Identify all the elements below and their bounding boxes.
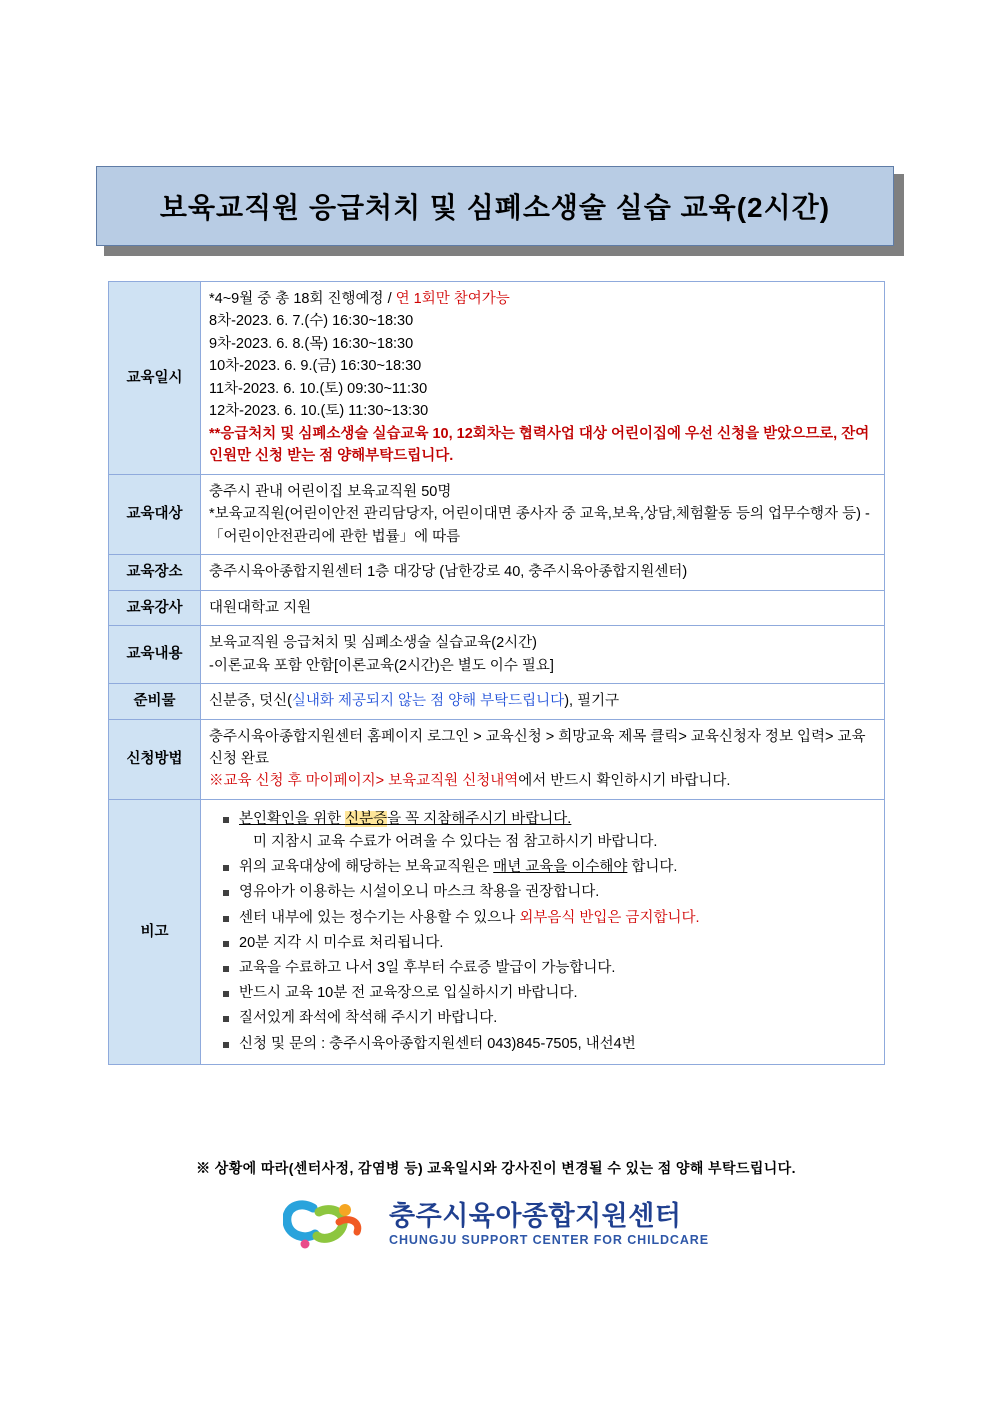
session-item: 8차-2023. 6. 7.(수) 16:30~18:30 bbox=[209, 313, 414, 330]
supplies-part1: 신분증, 덧신( bbox=[209, 693, 292, 710]
logo-english-name: CHUNGJU SUPPORT CENTER FOR CHILDCARE bbox=[389, 1233, 709, 1248]
row-label-instructor: 교육강사 bbox=[109, 590, 201, 625]
apply-line2-red: ※교육 신청 후 마이페이지> 보육교직원 신청내역 bbox=[209, 773, 519, 790]
row-content-supplies bbox=[201, 684, 885, 719]
row-content-contents bbox=[201, 626, 885, 684]
page-title: 보육교직원 응급처치 및 심폐소생술 실습 교육(2시간) bbox=[159, 192, 831, 223]
info-table bbox=[108, 281, 885, 1065]
table-row-target bbox=[109, 474, 885, 554]
remark-2-post: 합니다. bbox=[627, 859, 678, 876]
title-banner bbox=[96, 166, 896, 246]
list-item bbox=[223, 932, 876, 955]
apply-line1: 충주시육아종합지원센터 홈페이지 로그인 > 교육신청 > 희망교육 제목 클릭> 교육신청자 정보 입력> 교육신청 완료 bbox=[209, 728, 866, 767]
session-item: 10차-2023. 6. 9.(금) 16:30~18:30 bbox=[209, 358, 422, 375]
apply-line2 bbox=[209, 770, 876, 792]
row-content-remarks bbox=[201, 799, 885, 1064]
row-content-instructor: 대원대학교 지원 bbox=[201, 590, 885, 625]
row-label-target: 교육대상 bbox=[109, 474, 201, 554]
remark-2-pre: 위의 교육대상에 해당하는 보육교직원은 bbox=[239, 859, 494, 876]
row-content-apply bbox=[201, 719, 885, 799]
remark-1-sub: 미 지참시 교육 수료가 어려울 수 있다는 점 참고하시기 바랍니다. bbox=[253, 834, 658, 851]
contents-line1: 보육교직원 응급처치 및 심폐소생술 실습교육(2시간) bbox=[209, 635, 537, 652]
remark-8-text: 질서있게 좌석에 착석해 주시기 바랍니다. bbox=[239, 1010, 498, 1027]
list-item bbox=[223, 1007, 876, 1030]
table-row-supplies bbox=[109, 684, 885, 719]
remark-1-pre: 본인확인을 위한 bbox=[239, 810, 346, 827]
logo-korean-name: 충주시육아종합지원센터 bbox=[389, 1200, 682, 1231]
row-content-place: 충주시육아종합지원센터 1층 대강당 (남한강로 40, 충주시육아종합지원센터) bbox=[201, 555, 885, 590]
row-label-place: 교육장소 bbox=[109, 555, 201, 590]
remark-7-text: 반드시 교육 10분 전 교육장으로 입실하시기 바랍니다. bbox=[239, 985, 578, 1002]
contents-line2: -이론교육 포함 안함[이론교육(2시간)은 별도 이수 필요] bbox=[209, 657, 554, 674]
list-item bbox=[223, 808, 876, 854]
supplies-note-blue: 실내화 제공되지 않는 점 양해 부탁드립니다 bbox=[291, 693, 565, 710]
title-box bbox=[96, 166, 894, 246]
schedule-line1-red: 연 1회만 참여가능 bbox=[395, 291, 510, 307]
remark-4-pre: 센터 내부에 있는 정수기는 사용할 수 있으나 bbox=[239, 909, 520, 926]
remark-2-underline: 매년 교육을 이수해야 bbox=[493, 859, 628, 876]
table-row-remarks bbox=[109, 799, 885, 1064]
table-row-instructor bbox=[109, 590, 885, 625]
row-label-remarks: 비고 bbox=[109, 799, 201, 1064]
list-item bbox=[223, 856, 876, 879]
footnote: ※ 상황에 따라(센터사정, 감염병 등) 교육일시와 강사진이 변경될 수 있는 점 양해 부탁드립니다. bbox=[196, 1160, 796, 1176]
row-label-schedule: 교육일시 bbox=[109, 282, 201, 475]
remark-9-text: 신청 및 문의 : 충주시육아종합지원센터 043)845-7505, 내선4번 bbox=[239, 1035, 636, 1052]
row-label-apply: 신청방법 bbox=[109, 719, 201, 799]
organization-logo bbox=[0, 1196, 992, 1254]
list-item bbox=[223, 881, 876, 904]
list-item bbox=[223, 907, 876, 930]
list-item bbox=[223, 957, 876, 980]
remark-4-red: 외부음식 반입은 금지합니다. bbox=[519, 909, 700, 926]
remark-3-text: 영유아가 이용하는 시설이오니 마스크 착용을 권장합니다. bbox=[239, 884, 600, 901]
row-label-contents: 교육내용 bbox=[109, 626, 201, 684]
row-label-supplies: 준비물 bbox=[109, 684, 201, 719]
logo-text bbox=[389, 1202, 709, 1248]
row-content-schedule bbox=[201, 282, 885, 475]
session-item: 9차-2023. 6. 8.(목) 16:30~18:30 bbox=[209, 335, 414, 352]
apply-line2-black: 에서 반드시 확인하시기 바랍니다. bbox=[518, 773, 731, 790]
remark-5-text: 20분 지각 시 미수료 처리됩니다. bbox=[239, 934, 444, 951]
list-item bbox=[223, 982, 876, 1005]
session-item: 11차-2023. 6. 10.(토) 09:30~11:30 bbox=[209, 380, 428, 397]
schedule-line1 bbox=[209, 288, 876, 310]
logo-mark-icon bbox=[283, 1196, 379, 1254]
remarks-list bbox=[209, 808, 876, 1056]
list-item bbox=[223, 1033, 876, 1056]
table-row-schedule bbox=[109, 282, 885, 475]
schedule-line1-black: *4~9월 중 총 18회 진행예정 / bbox=[209, 291, 396, 307]
session-item: 12차-2023. 6. 10.(토) 11:30~13:30 bbox=[209, 403, 429, 420]
supplies-part3: ), 필기구 bbox=[564, 693, 620, 710]
remark-1-post: 을 꼭 지참해주시기 바랍니다. bbox=[387, 810, 572, 827]
table-row-contents bbox=[109, 626, 885, 684]
row-content-target bbox=[201, 474, 885, 554]
table-row-apply bbox=[109, 719, 885, 799]
target-line1: 충주시 관내 어린이집 보육교직원 50명 bbox=[209, 483, 452, 500]
remark-1-highlight: 신분증 bbox=[345, 810, 388, 827]
target-line2: *보육교직원(어린이안전 관리담당자, 어린이대면 종사자 중 교육,보육,상담,체험활동 등의 업무수행자 등) -「어린이안전관리에 관한 법률」에 따름 bbox=[209, 506, 870, 545]
table-row-place bbox=[109, 555, 885, 590]
remark-6-text: 교육을 수료하고 나서 3일 후부터 수료증 발급이 가능합니다. bbox=[239, 960, 616, 977]
schedule-notice: **응급처치 및 심폐소생술 실습교육 10, 12회차는 협력사업 대상 어린이집에 우선 신청을 받았으므로, 잔여 인원만 신청 받는 점 양해부탁드립니다. bbox=[209, 425, 870, 465]
